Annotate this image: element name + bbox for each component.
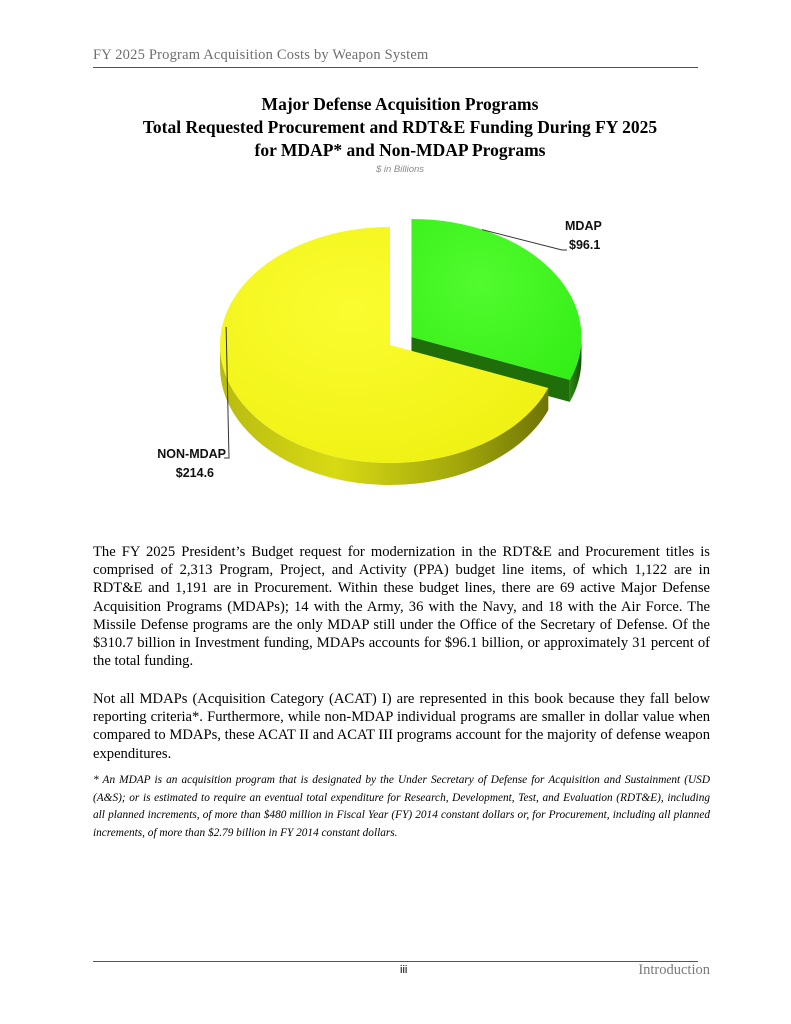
figure-title-block	[93, 93, 707, 175]
body-paragraph-2: Not all MDAPs (Acquisition Category (ACAT) I) are represented in this book because they fall below reporting criteria*. Furthermore, while non-MDAP individual programs are smaller in dollar value when compared to MDAPs, these ACAT II and ACAT III programs account for the majority of defense weapon expenditures.	[93, 691, 710, 762]
header-rule	[93, 67, 698, 68]
figure-units-label: $ in Billions	[375, 164, 425, 175]
figure-title-line-1: Major Defense Acquisition Programs	[261, 94, 539, 114]
pie-value-non-mdap: $214.6	[175, 466, 214, 480]
running-header-title: FY 2025 Program Acquisition Costs by Weapon System	[93, 47, 429, 63]
pie-label-non-mdap: NON-MDAP	[157, 447, 226, 461]
figure-title-line-2: Total Requested Procurement and RDT&E Funding During FY 2025	[142, 117, 658, 137]
page-number: iii	[400, 964, 408, 976]
figure-title-line-3: for MDAP* and Non-MDAP Programs	[254, 140, 546, 160]
mdap-footnote: * An MDAP is an acquisition program that is designated by the Under Secretary of Defense for Acquisition and Sustainment (USD (A&S); or is estimated to require an eventual total expenditure for Research, Development, Test, and Evaluation (RDT&E), including all planned increments, of more than $480 million in Fiscal Year (FY) 2014 constant dollars or, for Procurement, including all planned increments, of more than $2.79 billion in FY 2014 constant dollars.	[93, 774, 710, 839]
footer-rule	[93, 961, 698, 962]
footer-section-name: Introduction	[638, 962, 710, 978]
pie-chart	[150, 200, 650, 520]
pie-label-mdap: MDAP	[565, 219, 602, 233]
body-paragraph-1: The FY 2025 President’s Budget request for modernization in the RDT&E and Procurement titles is comprised of 2,313 Program, Project, and Activity (PPA) budget line items, of which 1,122 are in RDT&E and 1,191 are in Procurement. Within these budget lines, there are 69 active Major Defense Acquisition Programs (MDAPs); 14 with the Army, 36 with the Navy, and 18 with the Air Force. The Missile Defense programs are the only MDAP still under the Office of the Secretary of Defense. Of the $310.7 billion in Investment funding, MDAPs accounts for $96.1 billion, or approximately 31 percent of the total funding.	[93, 544, 710, 670]
pie-value-mdap: $96.1	[569, 238, 601, 252]
